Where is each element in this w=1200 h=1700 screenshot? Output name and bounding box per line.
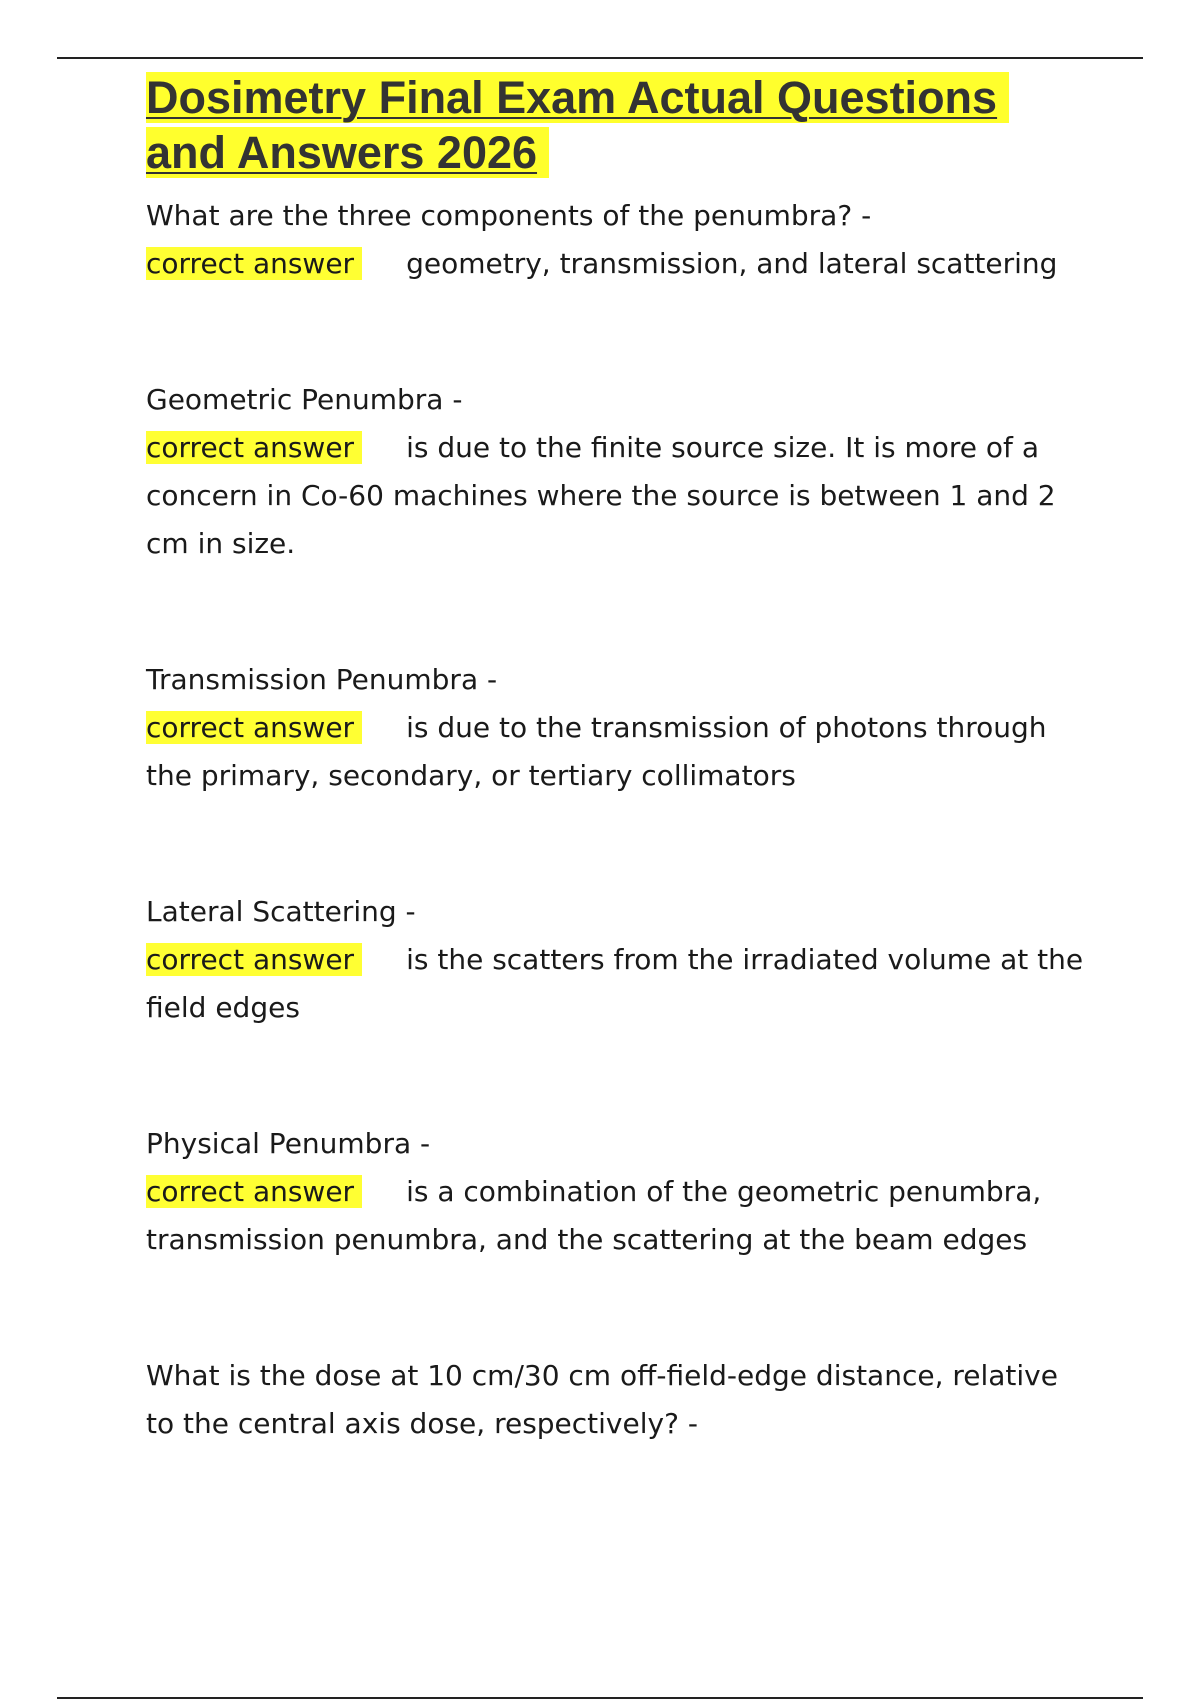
qa-item-3 (146, 656, 1086, 800)
question-text: What is the dose at 10 cm/30 cm off-field-edge distance, relative to the central axis dose, respectively? - (146, 1359, 1058, 1440)
answer-label: correct answer (146, 943, 362, 976)
answer-label: correct answer (146, 1175, 362, 1208)
answer-text: is due to the finite source size. It is more of a concern in Co-60 machines where the source is between 1 and 2 cm in size. (146, 431, 1056, 560)
title-line-2: and Answers 2026 (146, 127, 549, 178)
question-text: Geometric Penumbra - (146, 383, 463, 416)
qa-item-1 (146, 192, 1086, 288)
page-title (146, 70, 1086, 180)
question-text: What are the three components of the penumbra? - (146, 199, 872, 232)
qa-item-5 (146, 1120, 1086, 1264)
qa-item-4 (146, 888, 1086, 1032)
document-body (146, 70, 1086, 1448)
qa-item-2 (146, 376, 1086, 568)
question-text: Lateral Scattering - (146, 895, 416, 928)
answer-text: geometry, transmission, and lateral scattering (406, 247, 1058, 280)
answer-text: is due to the transmission of photons through the primary, secondary, or tertiary collimators (146, 711, 1047, 792)
answer-text: is a combination of the geometric penumbra, transmission penumbra, and the scattering at the beam edges (146, 1175, 1042, 1256)
answer-text: is the scatters from the irradiated volume at the field edges (146, 943, 1084, 1024)
title-line-1: Dosimetry Final Exam Actual Questions (146, 72, 1009, 123)
question-text: Transmission Penumbra - (146, 663, 498, 696)
bottom-rule (57, 1697, 1143, 1699)
top-rule (57, 57, 1143, 59)
answer-label: correct answer (146, 247, 362, 280)
qa-item-6 (146, 1352, 1086, 1448)
answer-label: correct answer (146, 431, 362, 464)
answer-label: correct answer (146, 711, 362, 744)
question-text: Physical Penumbra - (146, 1127, 431, 1160)
